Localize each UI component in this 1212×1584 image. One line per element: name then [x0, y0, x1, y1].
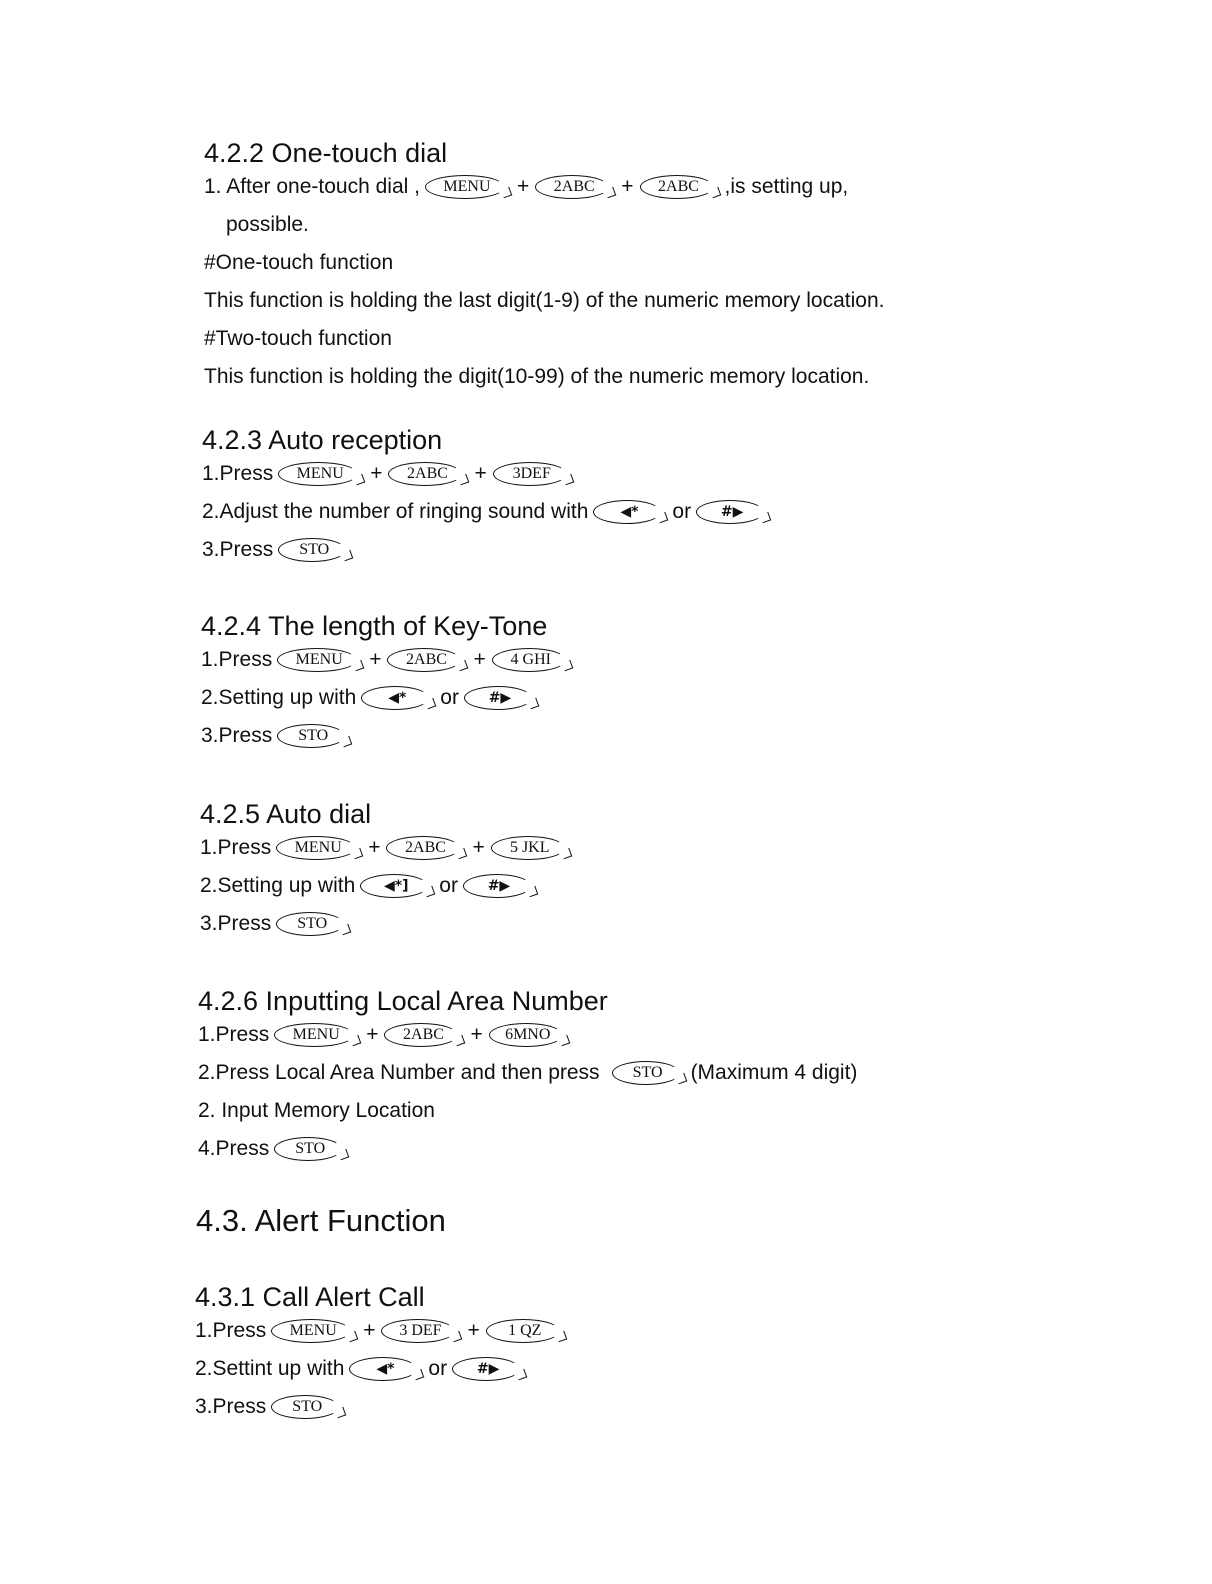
2abc-key: 2ABC — [387, 647, 467, 673]
step-text: 3.Press — [202, 538, 274, 561]
chapter-heading: 4.3. Alert Function — [196, 1203, 446, 1238]
right-arrow-key: #▶ — [463, 873, 537, 899]
section-4-2-2 — [204, 136, 884, 402]
one-touch-title: #One-touch function — [204, 251, 394, 274]
plus-sign: + — [369, 648, 382, 671]
step-text: ,is setting up, — [724, 175, 849, 198]
step-text: 3.Press — [195, 1395, 267, 1418]
section-4-2-6 — [198, 984, 857, 1174]
step-line — [201, 685, 577, 711]
step-text: 1.Press — [195, 1319, 267, 1342]
one-touch-description: This function is holding the last digit(1-9) of the numeric memory location. — [204, 289, 885, 312]
1qz-key: 1 QZ — [486, 1318, 566, 1344]
plus-sign: + — [370, 462, 383, 485]
plus-sign: + — [363, 1319, 376, 1342]
step-text: 1. After one-touch dial , — [204, 175, 420, 198]
section-4-3-1 — [195, 1280, 571, 1432]
plus-sign: + — [366, 1023, 379, 1046]
2abc-key: 2ABC — [384, 1022, 464, 1048]
step-text: 3.Press — [201, 724, 273, 747]
section-heading: 4.2.5 Auto dial — [200, 799, 372, 829]
sto-key: STO — [276, 911, 350, 937]
2abc-key: 2ABC — [535, 174, 615, 200]
right-arrow-key: #▶ — [452, 1356, 526, 1382]
section-heading: 4.2.6 Inputting Local Area Number — [198, 986, 608, 1016]
step-text: 1.Press — [201, 648, 273, 671]
step-line — [200, 835, 576, 861]
step-line: 2. Input Memory Location — [198, 1099, 435, 1122]
2abc-key: 2ABC — [386, 835, 466, 861]
2abc-key: 2ABC — [388, 461, 468, 487]
sto-key: STO — [612, 1060, 686, 1086]
step-text: (Maximum 4 digit) — [690, 1061, 858, 1084]
3def-key: 3 DEF — [381, 1318, 461, 1344]
step-text: 2.Adjust the number of ringing sound with — [202, 500, 589, 523]
step-text: 1.Press — [202, 462, 274, 485]
sto-key: STO — [277, 723, 351, 749]
step-line — [202, 499, 775, 525]
step-text: 1.Press — [200, 836, 272, 859]
or-text: or — [428, 1357, 448, 1380]
menu-key: MENU — [271, 1318, 357, 1344]
step-text: 2.Press Local Area Number and then press — [198, 1061, 600, 1084]
menu-key: MENU — [425, 174, 511, 200]
right-arrow-key: #▶ — [696, 499, 770, 525]
left-arrow-key: ◀* — [349, 1356, 423, 1382]
step-text: 3.Press — [200, 912, 272, 935]
step-line — [202, 537, 775, 563]
section-4-2-4 — [201, 609, 577, 761]
step-text: 2.Setting up with — [200, 874, 356, 897]
plus-sign: + — [621, 175, 634, 198]
step-line — [195, 1318, 571, 1344]
section-heading: 4.2.3 Auto reception — [202, 425, 443, 455]
sto-key: STO — [271, 1394, 345, 1420]
step-line — [198, 1060, 857, 1086]
menu-key: MENU — [276, 835, 362, 861]
right-arrow-key: #▶ — [464, 685, 538, 711]
menu-key: MENU — [278, 461, 364, 487]
menu-key: MENU — [277, 647, 363, 673]
6mno-key: 6MNO — [489, 1022, 569, 1048]
step-line — [204, 174, 884, 200]
step-line — [202, 461, 775, 487]
2abc-key: 2ABC — [640, 174, 720, 200]
step-line — [201, 647, 577, 673]
step-text: 1.Press — [198, 1023, 270, 1046]
or-text: or — [440, 686, 459, 709]
two-touch-title: #Two-touch function — [204, 327, 392, 350]
step-text: 2.Setting up with — [201, 686, 357, 709]
section-4-2-3 — [202, 423, 775, 575]
3def-key: 3DEF — [493, 461, 573, 487]
step-text: 4.Press — [198, 1137, 270, 1160]
left-arrow-key: ◀*] — [360, 873, 434, 899]
step-line — [198, 1136, 857, 1162]
plus-sign: + — [472, 836, 485, 859]
plus-sign: + — [368, 836, 381, 859]
plus-sign: + — [473, 648, 486, 671]
section-4-2-5 — [200, 797, 576, 949]
step-line — [195, 1356, 571, 1382]
sto-key: STO — [274, 1136, 348, 1162]
section-heading: 4.2.4 The length of Key-Tone — [201, 611, 548, 641]
section-heading: 4.2.2 One-touch dial — [204, 138, 448, 168]
section-4-3 — [196, 1202, 446, 1240]
plus-sign: + — [516, 175, 530, 198]
step-line — [201, 723, 577, 749]
step-line — [198, 1022, 857, 1048]
plus-sign: + — [470, 1023, 483, 1046]
step-line — [200, 911, 576, 937]
step-text: 2.Settint up with — [195, 1357, 345, 1380]
section-heading: 4.3.1 Call Alert Call — [195, 1282, 425, 1312]
plus-sign: + — [467, 1319, 480, 1342]
left-arrow-key: ◀* — [593, 499, 667, 525]
or-text: or — [439, 874, 458, 897]
sto-key: STO — [278, 537, 352, 563]
step-continuation: possible. — [226, 213, 309, 236]
step-line — [200, 873, 576, 899]
or-text: or — [672, 500, 692, 523]
step-line — [195, 1394, 571, 1420]
two-touch-description: This function is holding the digit(10-99) of the numeric memory location. — [204, 365, 870, 388]
4ghi-key: 4 GHI — [492, 647, 572, 673]
5jkl-key: 5 JKL — [491, 835, 571, 861]
menu-key: MENU — [274, 1022, 360, 1048]
plus-sign: + — [474, 462, 487, 485]
left-arrow-key: ◀* — [361, 685, 435, 711]
